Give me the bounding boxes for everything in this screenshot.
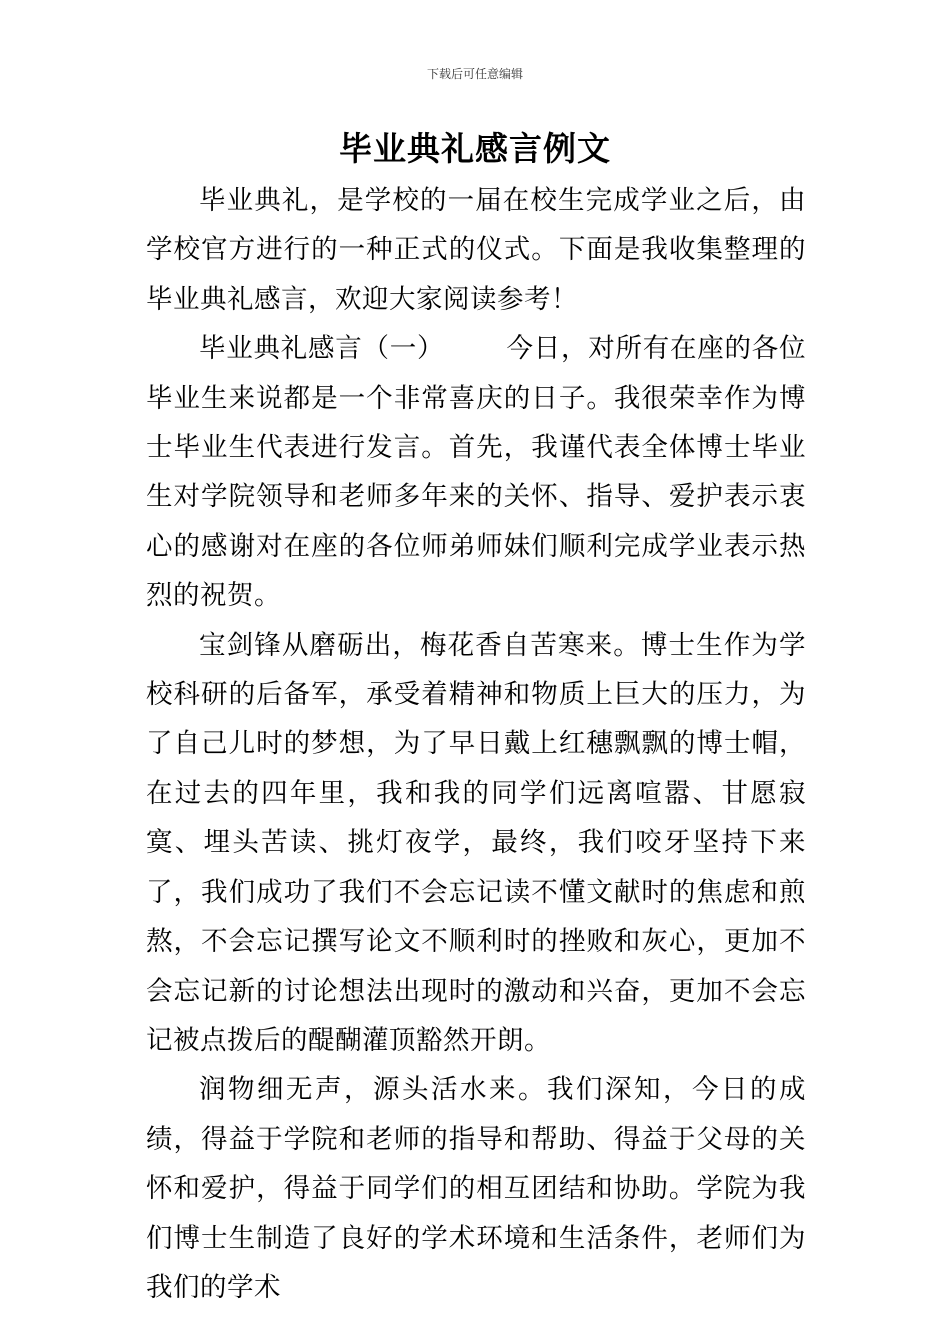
document-body: [146, 176, 806, 1312]
paragraph-text: 宝剑锋从磨砺出，梅花香自苦寒来。博士生作为学校科研的后备军，承受着精神和物质上巨大的压力，为了自己儿时的梦想，为了早日戴上红穗飘飘的博士帽，在过去的四年里，我和我的同学们远离喧嚣、甘愿寂寞、埋头苦读、挑灯夜学，最终，我们咬牙坚持下来了，我们成功了我们不会忘记读不懂文献时的焦虑和煎熬，不会忘记撰写论文不顺利时的挫败和灰心，更加不会忘记新的讨论想法出现时的激动和兴奋，更加不会忘记被点拨后的醍醐灌顶豁然开朗。: [146, 629, 806, 1056]
header-note: 下载后可任意编辑: [426, 67, 523, 81]
paragraph-section-one: [146, 324, 806, 620]
document-title: 毕业典礼感言例文: [339, 129, 611, 168]
paragraph-gratitude: [146, 1065, 806, 1312]
paragraph-text: 今日，对所有在座的各位毕业生来说都是一个非常喜庆的日子。我很荣幸作为博士毕业生代表进行发言。首先，我谨代表全体博士毕业生对学院领导和老师多年来的关怀、指导、爱护表示衷心的感谢对在座的各位师弟师妹们顺利完成学业表示热烈的祝贺。: [146, 333, 806, 612]
paragraph-perseverance: [146, 621, 806, 1066]
paragraph-intro: [146, 176, 806, 324]
section-heading: 毕业典礼感言（一）: [199, 333, 445, 365]
paragraph-text: 润物细无声，源头活水来。我们深知，今日的成绩，得益于学院和老师的指导和帮助、得益于父母的关怀和爱护，得益于同学们的相互团结和协助。学院为我们博士生制造了良好的学术环境和生活条件，老师们为我们的学术: [146, 1074, 806, 1303]
paragraph-text: 毕业典礼，是学校的一届在校生完成学业之后，由学校官方进行的一种正式的仪式。下面是我收集整理的毕业典礼感言，欢迎大家阅读参考！: [146, 185, 806, 315]
